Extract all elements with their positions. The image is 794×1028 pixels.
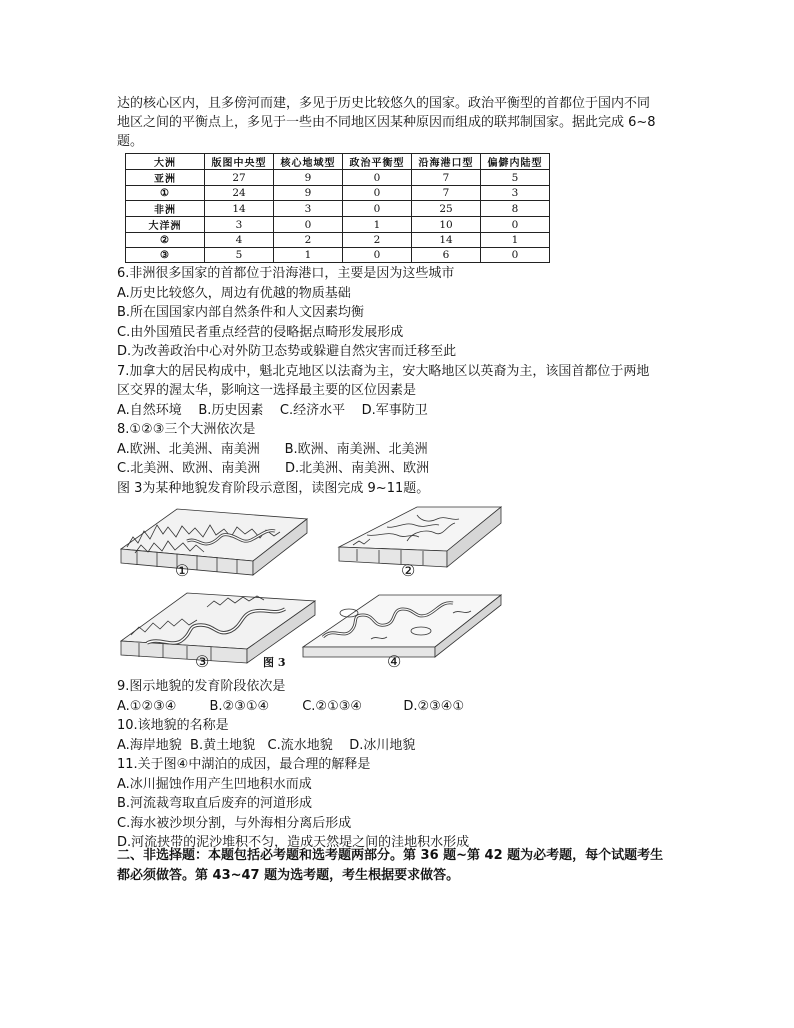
capital-type-table xyxy=(125,153,550,263)
question-stem: 9.图示地貌的发育阶段依次是 xyxy=(117,679,286,694)
option-a: A.冰川掘蚀作用产生凹地积水而成 xyxy=(117,776,312,792)
table-cell: 亚洲 xyxy=(126,170,205,186)
table-header-cell: 沿海港口型 xyxy=(412,154,481,170)
table-cell: 1 xyxy=(481,233,550,248)
figure-intro: 图 3为某种地貌发育阶段示意图，读图完成 9~11题。 xyxy=(117,480,430,496)
option-d: D.为改善政治中心对外防卫态势或躲避自然灾害而迁移至此 xyxy=(117,344,457,359)
option-b: B.所在国国家内部自然条件和人文因素均衡 xyxy=(117,305,365,320)
table-cell: 25 xyxy=(412,201,481,217)
section-2-heading xyxy=(117,846,677,886)
table-cell: 大洋洲 xyxy=(126,217,205,233)
table-cell: 27 xyxy=(205,170,274,186)
table-row xyxy=(126,217,550,233)
table-cell: 1 xyxy=(343,217,412,233)
question-10 xyxy=(117,716,677,755)
question-stem: 7.加拿大的居民构成中，魁北克地区以法裔为主，安大略地区以英裔为主，该国首都位于两地 xyxy=(117,363,650,379)
block-2-plateau xyxy=(339,507,501,567)
table-cell: 7 xyxy=(412,186,481,201)
table-header-cell: 版图中央型 xyxy=(205,154,274,170)
table-cell: 0 xyxy=(481,248,550,263)
figure-label-2: ② xyxy=(401,561,416,580)
option-b: B.河流裁弯取直后废弃的河道形成 xyxy=(117,796,313,811)
table-cell: 4 xyxy=(205,233,274,248)
block-1-mountain-valley xyxy=(121,509,307,575)
intro-line-2: 地区之间的平衡点上，多见于一些由不同地区因某种原因而组成的联邦制国家。据此完成 6~8 xyxy=(117,115,656,130)
table-cell: 24 xyxy=(205,186,274,201)
landform-illustration xyxy=(117,501,677,673)
table-header-cell: 偏僻内陆型 xyxy=(481,154,550,170)
block-4-plain-meander xyxy=(303,595,501,657)
question-8 xyxy=(117,420,677,479)
table-cell: 14 xyxy=(412,233,481,248)
question-6 xyxy=(117,264,677,362)
option-c: C.由外国殖民者重点经营的侵略据点畸形发展形成 xyxy=(117,324,404,340)
table-row xyxy=(126,170,550,186)
question-stem: 10.该地貌的名称是 xyxy=(117,718,229,733)
table-cell: ① xyxy=(126,186,205,201)
table-cell: 0 xyxy=(343,186,412,201)
table-row xyxy=(126,186,550,201)
table-cell: ② xyxy=(126,233,205,248)
table-header-cell: 政治平衡型 xyxy=(343,154,412,170)
table-cell: 2 xyxy=(274,233,343,248)
table-cell: 5 xyxy=(481,170,550,186)
options-row: A.自然环境 B.历史因素 C.经济水平 D.军事防卫 xyxy=(117,402,428,418)
table-cell: 9 xyxy=(274,186,343,201)
table-cell: 5 xyxy=(205,248,274,263)
table-header-cell: 大洲 xyxy=(126,154,205,170)
table-cell: 非洲 xyxy=(126,201,205,217)
figure-label-3: ③ xyxy=(195,652,210,671)
section-2-line-2: 都必须做答。第 43~47 题为选考题，考生根据要求做答。 xyxy=(117,868,460,883)
table-cell: 0 xyxy=(343,170,412,186)
question-stem: 8.①②③三个大洲依次是 xyxy=(117,422,256,437)
table-cell: 0 xyxy=(343,201,412,217)
question-11 xyxy=(117,755,677,853)
table-cell: 6 xyxy=(412,248,481,263)
table-row xyxy=(126,233,550,248)
table-cell: 0 xyxy=(343,248,412,263)
question-7 xyxy=(117,362,677,421)
options-row: A.①②③④ B.②③①④ C.②①③④ D.②③④① xyxy=(117,698,465,714)
intro-line-1: 达的核心区内，且多傍河而建，多见于历史比较悠久的国家。政治平衡型的首都位于国内不同 xyxy=(117,96,651,111)
option-c: C.海水被沙坝分割，与外海相分离后形成 xyxy=(117,815,352,831)
table-cell: ③ xyxy=(126,248,205,263)
section-2-line-1: 二、非选择题：本题包括必考题和选考题两部分。第 36 题~第 42 题为必考题，每个试题考生 xyxy=(117,848,664,863)
question-9 xyxy=(117,677,677,716)
option-a: A.历史比较悠久，周边有优越的物质基础 xyxy=(117,285,351,301)
table-cell: 0 xyxy=(274,217,343,233)
table-cell: 3 xyxy=(205,217,274,233)
question-stem-cont: 区交界的渥太华，影响这一选择最主要的区位因素是 xyxy=(117,383,417,398)
table-header-cell: 核心地域型 xyxy=(274,154,343,170)
options-row: C.北美洲、欧洲、南美洲 D.北美洲、南美洲、欧洲 xyxy=(117,461,430,476)
options-row: A.欧洲、北美洲、南美洲 B.欧洲、南美洲、北美洲 xyxy=(117,441,428,457)
table-cell: 3 xyxy=(274,201,343,217)
table-cell: 0 xyxy=(481,217,550,233)
document-body xyxy=(117,94,677,853)
options-row: A.海岸地貌 B.黄土地貌 C.流水地貌 D.冰川地貌 xyxy=(117,737,416,753)
figure-caption: 图 3 xyxy=(263,656,286,669)
option-d: D.河流挟带的泥沙堆积不匀，造成天然堤之间的洼地积水形成 xyxy=(117,835,470,850)
table-cell: 3 xyxy=(481,186,550,201)
question-stem: 6.非洲很多国家的首都位于沿海港口，主要是因为这些城市 xyxy=(117,266,455,281)
table-row xyxy=(126,248,550,263)
landform-figure xyxy=(117,501,677,673)
block-3-hills xyxy=(121,593,315,663)
table-row xyxy=(126,201,550,217)
intro-line-3: 题。 xyxy=(117,134,144,149)
table-cell: 7 xyxy=(412,170,481,186)
question-stem: 11.关于图④中湖泊的成因，最合理的解释是 xyxy=(117,757,371,772)
table-cell: 1 xyxy=(274,248,343,263)
figure-label-4: ④ xyxy=(387,652,402,671)
table-cell: 9 xyxy=(274,170,343,186)
table-cell: 14 xyxy=(205,201,274,217)
table-cell: 8 xyxy=(481,201,550,217)
table-header-row xyxy=(126,154,550,170)
table-cell: 10 xyxy=(412,217,481,233)
figure-label-1: ① xyxy=(175,561,190,580)
table-cell: 2 xyxy=(343,233,412,248)
